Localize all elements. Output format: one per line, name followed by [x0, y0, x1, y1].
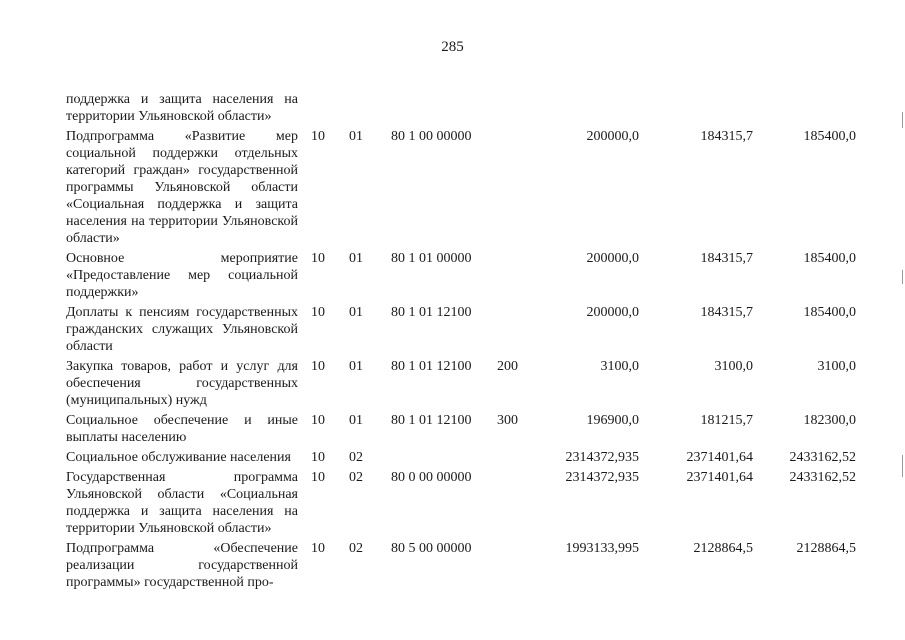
row-target-article: 80 5 00 00000 [391, 541, 472, 556]
row-subsection: 02 [349, 470, 363, 485]
row-amount-3: 2433162,52 [789, 450, 856, 465]
row-target-article: 80 0 00 00000 [391, 470, 472, 485]
row-amount-2: 2371401,64 [686, 450, 753, 465]
row-subsection: 01 [349, 251, 363, 266]
row-amount-3: 185400,0 [803, 129, 856, 144]
row-name: Основное мероприятие «Предоставление мер социальной поддержки» [66, 251, 298, 300]
row-section: 10 [311, 413, 325, 428]
table-row [66, 540, 856, 591]
row-name: Доплаты к пенсиям государственных гражданских служащих Ульяновской области [66, 305, 298, 354]
row-subsection: 01 [349, 305, 363, 320]
row-amount-1: 200000,0 [586, 251, 639, 266]
table-row [66, 358, 856, 409]
row-name: поддержка и защита населения на территории Ульяновской области» [66, 92, 298, 124]
table-row [66, 469, 856, 537]
row-amount-2: 3100,0 [714, 359, 753, 374]
row-target-article: 80 1 01 12100 [391, 359, 472, 374]
row-target-article: 80 1 01 12100 [391, 413, 472, 428]
row-expense-type: 200 [497, 359, 518, 374]
row-amount-3: 182300,0 [803, 413, 856, 428]
scan-edge-mark [902, 270, 903, 284]
table-row [66, 250, 856, 301]
row-section: 10 [311, 305, 325, 320]
scan-edge-mark [902, 455, 903, 477]
row-amount-1: 2314372,935 [565, 450, 639, 465]
row-target-article: 80 1 01 12100 [391, 305, 472, 320]
table-row [66, 91, 856, 125]
row-amount-3: 185400,0 [803, 305, 856, 320]
row-subsection: 02 [349, 450, 363, 465]
row-amount-2: 184315,7 [700, 305, 753, 320]
row-name: Социальное обеспечение и иные выплаты населению [66, 413, 298, 445]
row-amount-1: 2314372,935 [565, 470, 639, 485]
page-number: 285 [441, 39, 464, 55]
row-amount-2: 181215,7 [700, 413, 753, 428]
row-amount-2: 184315,7 [700, 129, 753, 144]
row-amount-1: 196900,0 [586, 413, 639, 428]
table-row [66, 128, 856, 247]
budget-table [66, 91, 856, 594]
row-amount-1: 200000,0 [586, 129, 639, 144]
row-amount-1: 1993133,995 [565, 541, 639, 556]
row-amount-2: 184315,7 [700, 251, 753, 266]
row-amount-2: 2128864,5 [693, 541, 753, 556]
row-amount-3: 2128864,5 [796, 541, 856, 556]
table-row [66, 412, 856, 446]
row-name: Закупка товаров, работ и услуг для обеспечения государственных (муниципальных) нужд [66, 359, 298, 408]
row-section: 10 [311, 359, 325, 374]
row-section: 10 [311, 541, 325, 556]
row-target-article: 80 1 01 00000 [391, 251, 472, 266]
row-amount-2: 2371401,64 [686, 470, 753, 485]
row-section: 10 [311, 470, 325, 485]
row-subsection: 01 [349, 359, 363, 374]
row-target-article: 80 1 00 00000 [391, 129, 472, 144]
row-subsection: 01 [349, 413, 363, 428]
row-name: Подпрограмма «Обеспечение реализации государственной программы» государственной про- [66, 541, 298, 590]
row-amount-1: 3100,0 [600, 359, 639, 374]
row-amount-3: 185400,0 [803, 251, 856, 266]
row-amount-1: 200000,0 [586, 305, 639, 320]
row-section: 10 [311, 251, 325, 266]
row-name: Подпрограмма «Развитие мер социальной поддержки отдельных категорий граждан» государственной программы Ульяновской области «Социальная поддержка и защита населения на территории Ульяновской области» [66, 129, 298, 246]
row-name: Социальное обслуживание населения [66, 450, 291, 465]
row-amount-3: 2433162,52 [789, 470, 856, 485]
row-name: Государственная программа Ульяновской области «Социальная поддержка и защита населения на территории Ульяновской области» [66, 470, 298, 536]
row-expense-type: 300 [497, 413, 518, 428]
scan-edge-mark [902, 112, 903, 128]
row-subsection: 02 [349, 541, 363, 556]
row-amount-3: 3100,0 [817, 359, 856, 374]
row-section: 10 [311, 129, 325, 144]
row-section: 10 [311, 450, 325, 465]
table-row [66, 449, 856, 466]
table-row [66, 304, 856, 355]
row-subsection: 01 [349, 129, 363, 144]
